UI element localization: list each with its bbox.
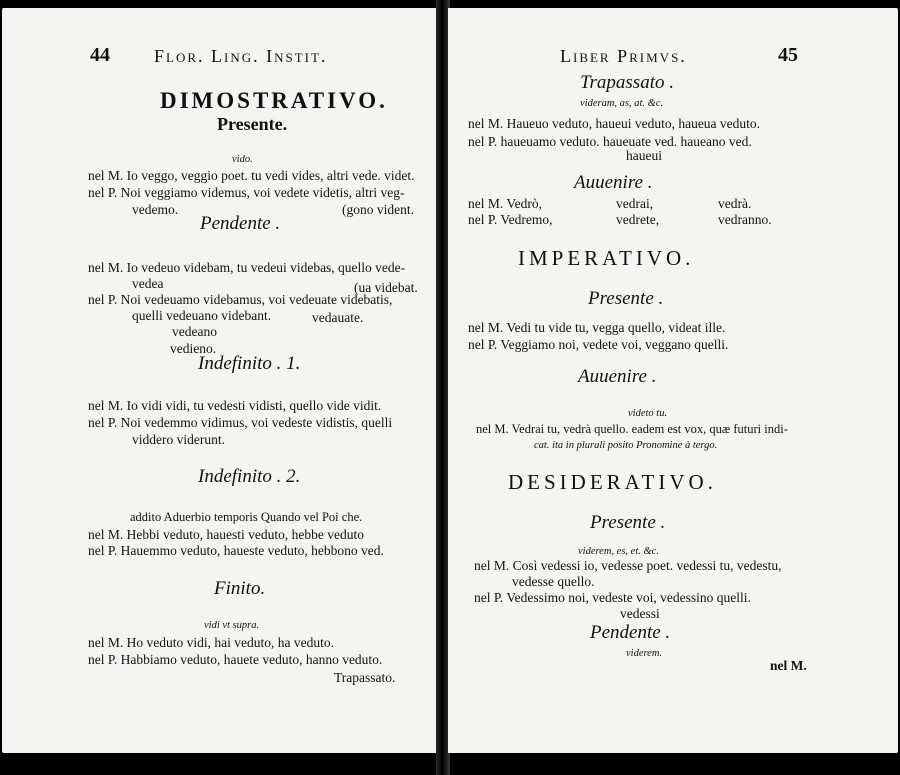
subheading-pendente: Pendente . [590, 622, 671, 643]
running-head: Liber Primvs. [560, 46, 687, 66]
text-line: haueui [626, 148, 662, 163]
catchword: nel M. [770, 658, 807, 673]
text-line: nel P. Habbiamo veduto, hauete veduto, hanno veduto. [88, 652, 383, 667]
text-note: addito Aduerbio temporis Quando vel Poi che. [130, 510, 363, 524]
text-line: nel M. Vedrò, [468, 196, 542, 211]
subheading-presente: Presente. [217, 114, 288, 134]
page-number: 44 [90, 44, 110, 66]
text-line: vedieno. [170, 341, 217, 356]
text-line: nel P. Noi vedemmo vidimus, voi vedeste vidistis, quelli [88, 415, 393, 430]
subheading-presente: Presente . [588, 288, 664, 309]
subheading-presente: Presente . [590, 512, 666, 533]
latin-gloss: viderem, es, et. &c. [578, 546, 659, 557]
catchword: Trapassato. [334, 670, 396, 685]
text-line: vedea [132, 276, 164, 291]
text-line: vedranno. [718, 212, 772, 227]
text-line: vedesse quello. [512, 574, 595, 589]
latin-gloss: videram, as, at. &c. [580, 98, 664, 109]
text-line: nel M. Vedrai tu, vedrà quello. eadem est vox, quæ futuri indi- [476, 422, 788, 436]
page-number: 45 [778, 44, 798, 66]
text-line: nel M. Ho veduto vidi, hai veduto, ha veduto. [88, 635, 334, 650]
text-line: vedauate. [312, 310, 364, 325]
subheading-finito: Finito. [214, 578, 266, 599]
latin-gloss: vidi vt supra. [204, 620, 260, 631]
text-line: nel M. Vedi tu vide tu, vegga quello, videat ille. [468, 320, 726, 335]
text-line: nel P. Vedremo, [468, 212, 553, 227]
text-note: cat. ita in plurali posito Pronomine à tergo. [534, 440, 718, 451]
section-title: IMPERATIVO. [518, 246, 695, 270]
latin-gloss: videto tu. [628, 408, 668, 419]
text-line: nel P. Noi vedeuamo videbamus, voi vedeuate videbatis, [88, 292, 393, 307]
text-line: vedeano [172, 324, 217, 339]
text-line: nel P. haueuamo veduto. haueuate ved. haueano ved. [468, 134, 752, 149]
section-title: DIMOSTRATIVO. [160, 88, 388, 113]
text-line: vedrà. [718, 196, 752, 211]
section-title: DESIDERATIVO. [508, 470, 717, 494]
text-line: vedessi [620, 606, 660, 621]
text-line: nel P. Vedessimo noi, vedeste voi, vedessino quelli. [474, 590, 751, 605]
subheading-auuenire: Auuenire . [578, 366, 657, 387]
text-line: nel M. Haueuo veduto, haueui veduto, haueua veduto. [468, 116, 761, 131]
subheading-auuenire: Auuenire . [574, 172, 653, 193]
text-line: nel P. Noi veggiamo videmus, voi vedete videtis, altri veg- [88, 185, 405, 200]
text-line: nel M. Io vidi vidi, tu vedesti vidisti, quello vide vidit. [88, 398, 382, 413]
text-line: nel P. Veggiamo noi, vedete voi, veggano quelli. [468, 337, 729, 352]
right-page [448, 8, 898, 753]
subheading-indefinito-2: Indefinito . 2. [198, 466, 301, 487]
text-line: vedrai, [616, 196, 654, 211]
latin-gloss: vido. [232, 154, 253, 165]
text-line: quelli vedeuano videbant. [132, 308, 272, 323]
text-line: vedemo. [132, 202, 179, 217]
text-line: nel M. Hebbi veduto, hauesti veduto, hebbe veduto [88, 527, 364, 542]
text-line: (gono vident. [342, 202, 414, 217]
text-line: nel M. Io veggo, veggio poet. tu vedi vides, altri vede. videt. [88, 168, 415, 183]
subheading-trapassato: Trapassato . [580, 72, 674, 93]
subheading-text: Pendente . [200, 213, 281, 234]
text-line: vedrete, [616, 212, 660, 227]
running-head: Flor. Ling. Instit. [154, 46, 328, 66]
left-page [2, 8, 438, 753]
text-line: (ua videbat. [354, 280, 418, 295]
subheading-indefinito-1: Indefinito . 1. [198, 353, 301, 374]
text-line: nel M. Così vedessi io, vedesse poet. vedessi tu, vedestu, [474, 558, 782, 573]
text-line: nel M. Io vedeuo videbam, tu vedeui videbas, quello vede- [88, 260, 406, 275]
text-line: viddero viderunt. [132, 432, 225, 447]
text-line: nel P. Hauemmo veduto, haueste veduto, hebbono ved. [88, 543, 384, 558]
subheading-pendente [200, 213, 280, 235]
latin-gloss: viderem. [626, 648, 663, 659]
